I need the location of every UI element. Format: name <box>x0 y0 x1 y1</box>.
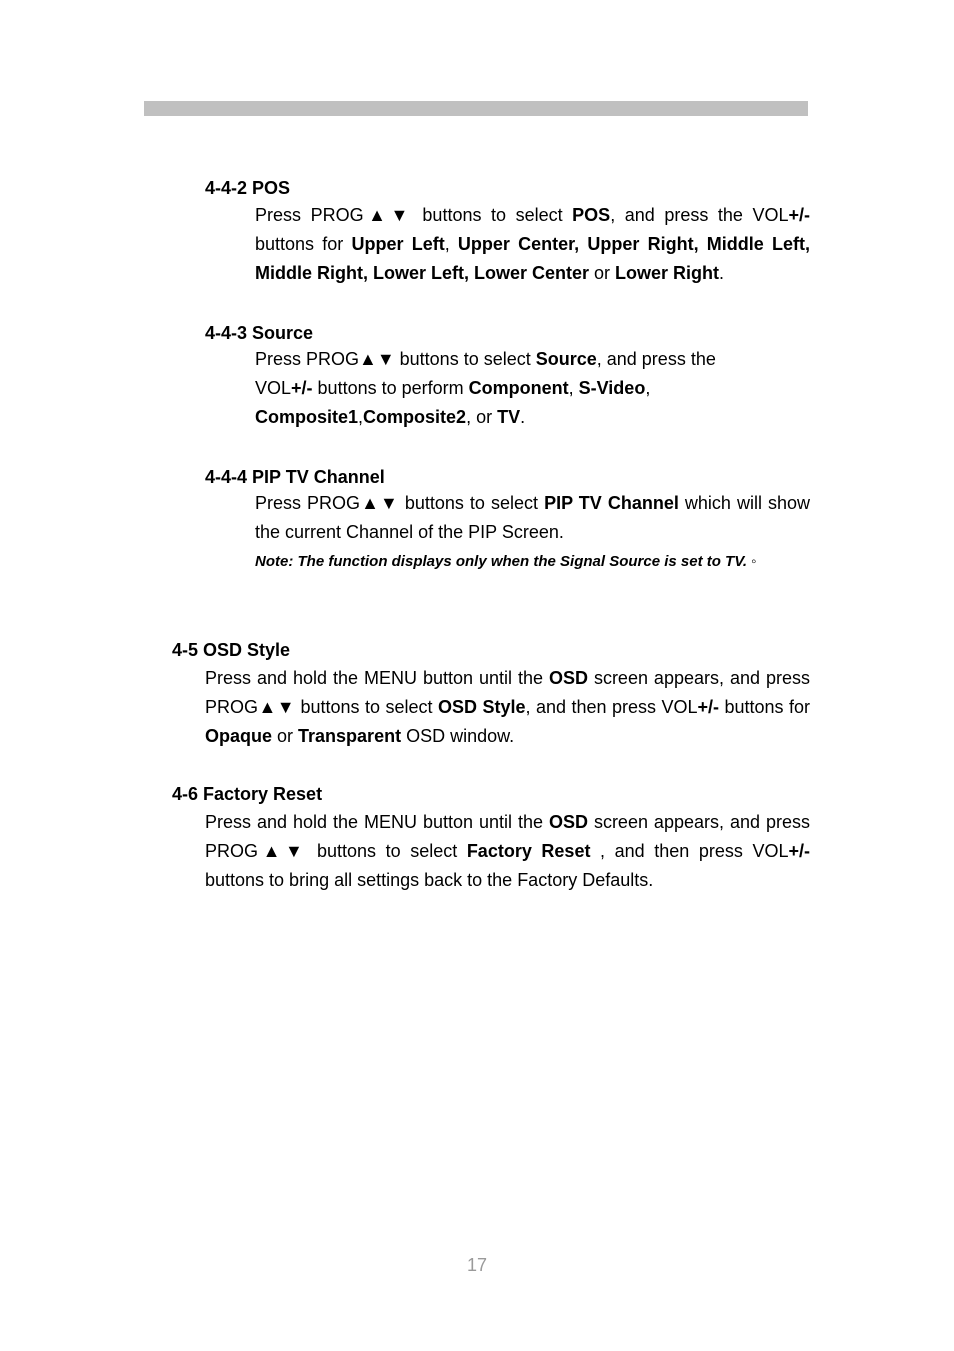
section-title-source: 4-4-3 Source <box>205 323 314 343</box>
section-text-source: Press PROG▲▼ buttons to select Source, and press the VOL+/- buttons to perform Component, S-Video, Composite1,Composite2, or TV. <box>255 349 716 427</box>
pip-note: Note: The function displays only when the Signal Source is set to TV. ◦ <box>255 553 757 570</box>
header-bar <box>144 101 808 116</box>
section-text-osd-style: Press and hold the MENU button until the OSD screen appears, and press PROG▲▼ buttons to select OSD Style, and then press VOL+/- buttons for Opaque or Transparent OSD window. <box>205 668 810 746</box>
section-text-pip: Press PROG▲▼ buttons to select PIP TV Channel which will show the current Channel of the PIP Screen. <box>255 493 811 542</box>
section-title-factory-reset: 4-6 Factory Reset <box>172 784 323 804</box>
page-number: 17 <box>466 1255 488 1275</box>
section-text-factory-reset: Press and hold the MENU button until the OSD screen appears, and press PROG▲▼ buttons to select Factory Reset , and then press VOL+/- buttons to bring all settings back to the Factory Defaults. <box>205 812 810 890</box>
section-title-pos: 4-4-2 POS <box>205 178 291 198</box>
section-text-pos: Press PROG▲▼ buttons to select POS, and press the VOL+/- buttons for Upper Left, Upper Center, Upper Right, Middle Left, Middle Right, Lower Left, Lower Center or Lower Right. <box>255 205 811 283</box>
section-title-osd-style: 4-5 OSD Style <box>172 640 291 660</box>
section-title-pip: 4-4-4 PIP TV Channel <box>205 467 385 487</box>
